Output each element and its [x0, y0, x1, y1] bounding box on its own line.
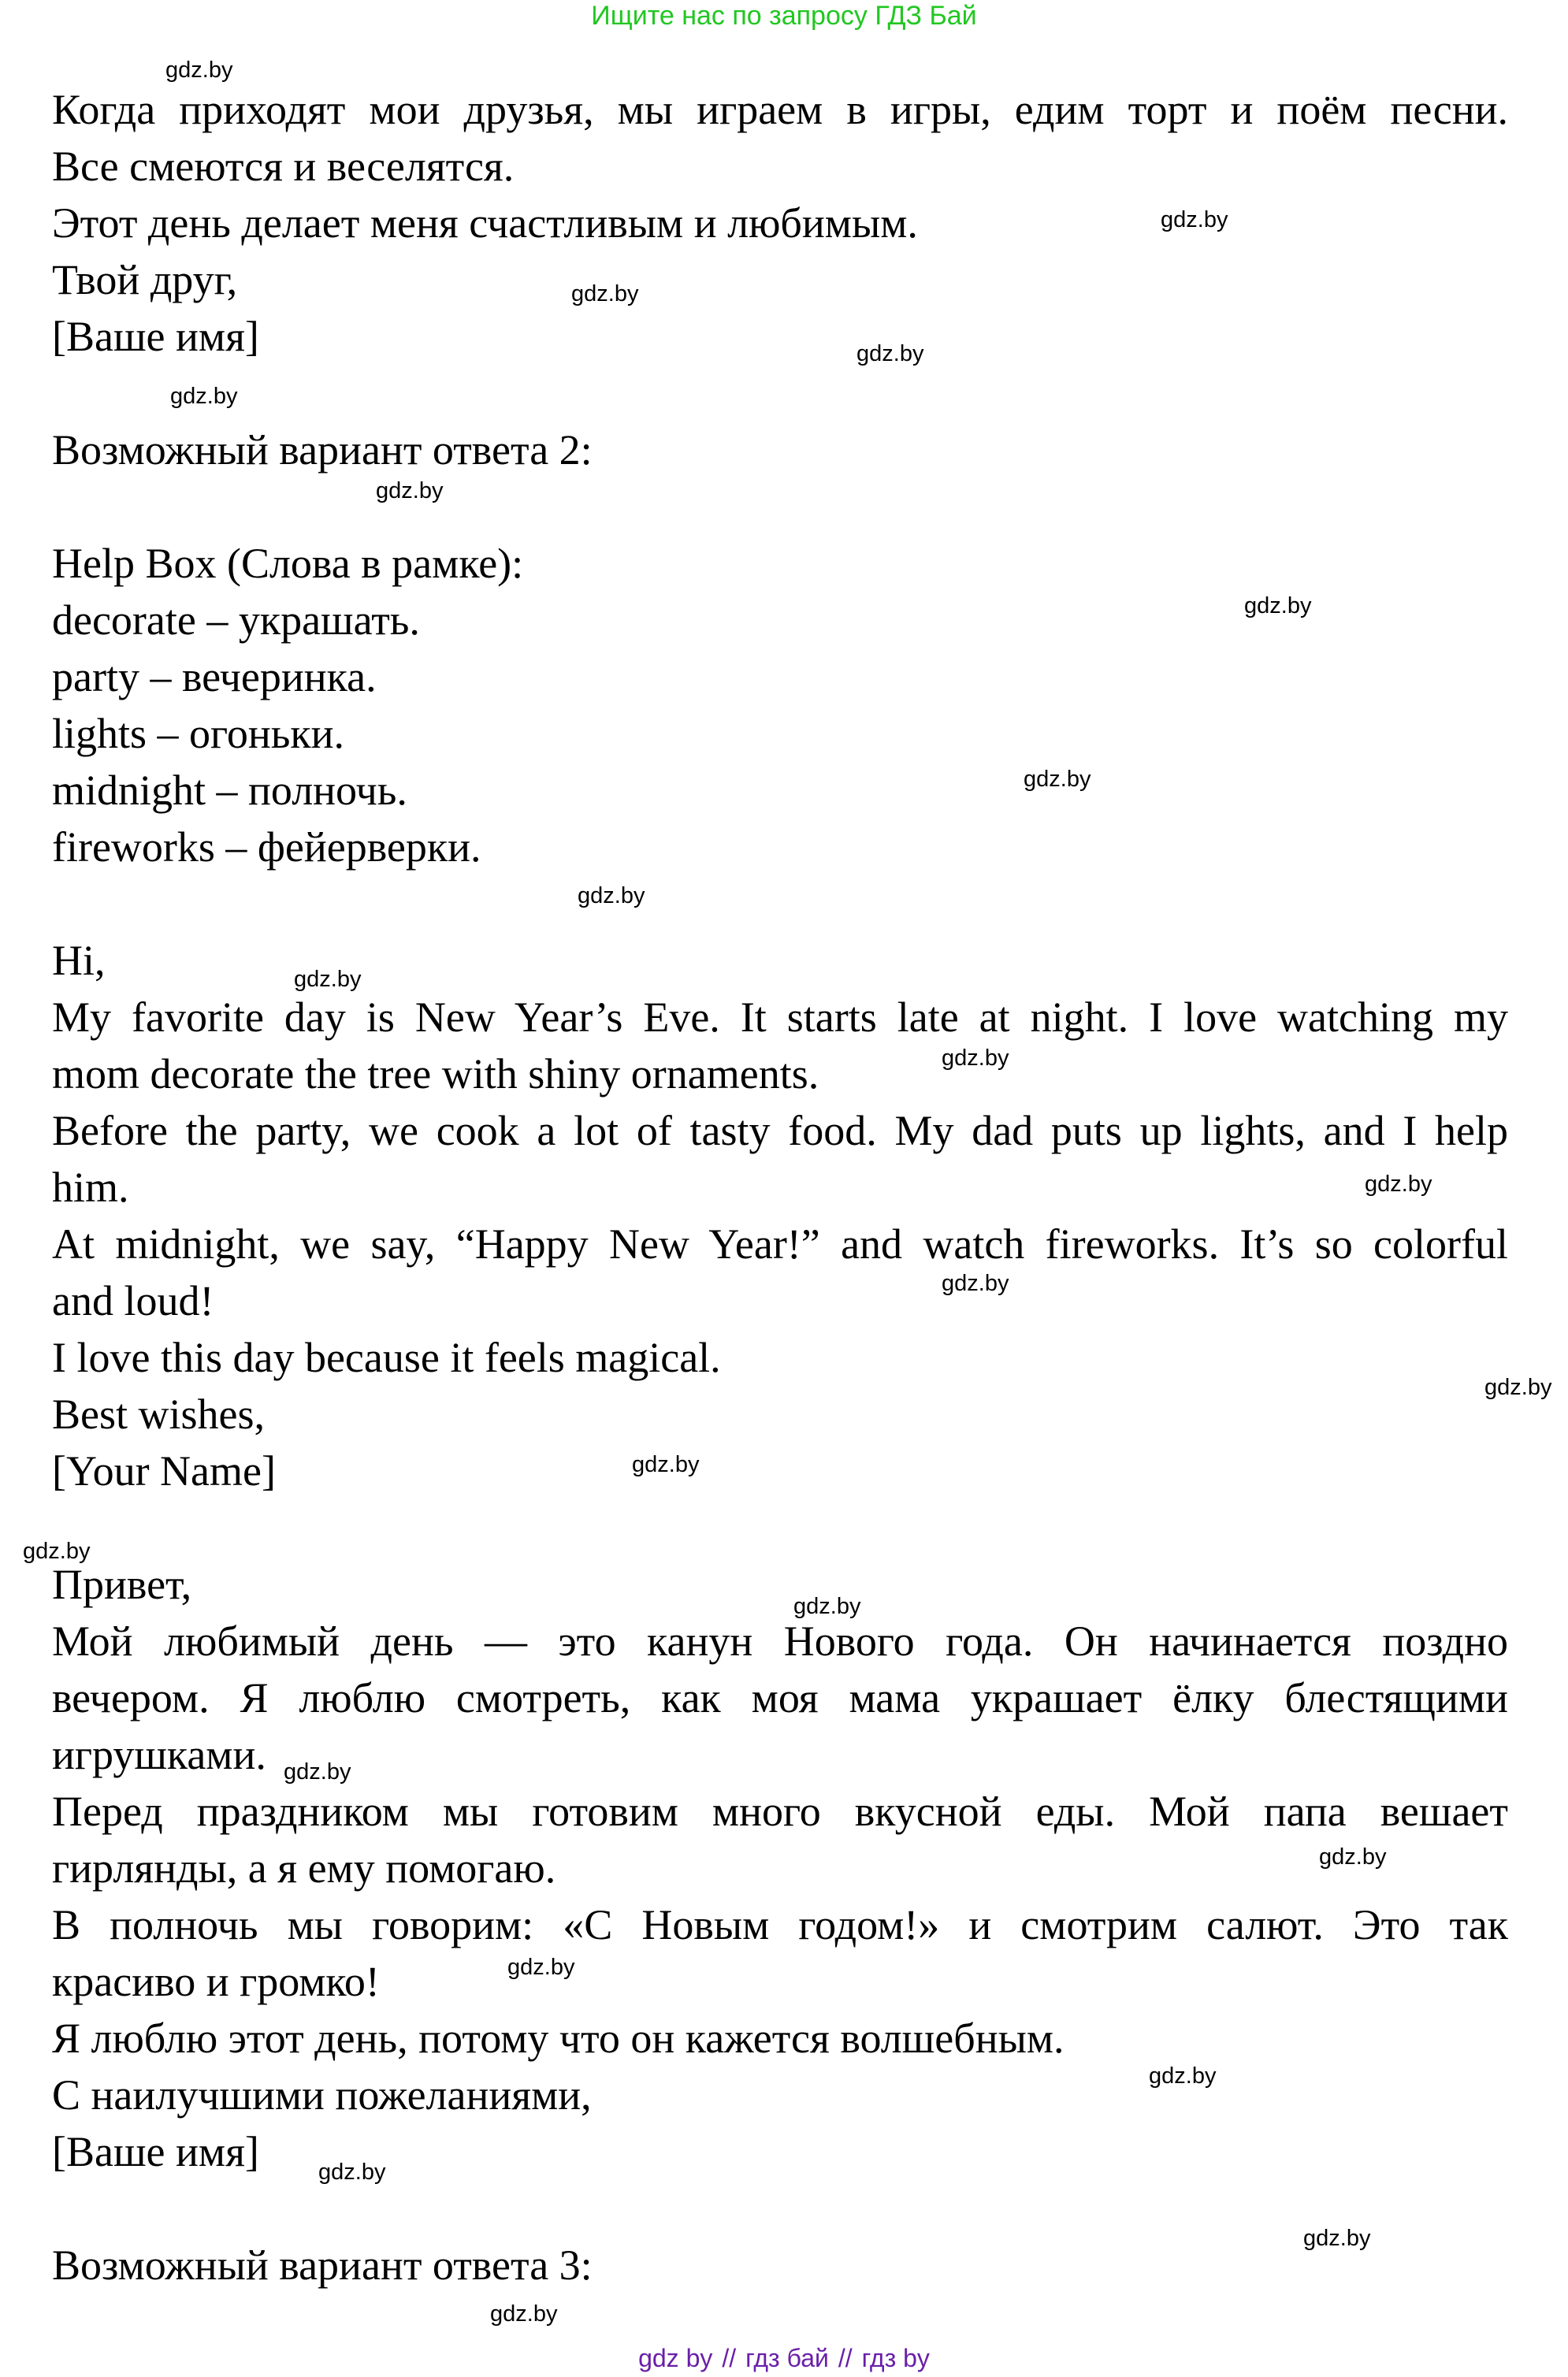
help-box-title: Help Box (Слова в рамке):: [52, 540, 524, 587]
watermark: gdz.by: [318, 2160, 386, 2185]
watermark: gdz.by: [170, 384, 238, 409]
watermark: gdz.by: [1303, 2226, 1371, 2251]
watermark: gdz.by: [571, 281, 639, 306]
letter-en-line: I love this day because it feels magical.: [52, 1334, 721, 1381]
letter-ru-line: Привет,: [52, 1561, 192, 1608]
text-line: [Ваше имя]: [52, 313, 259, 360]
letter-en-line: and loud!: [52, 1277, 214, 1324]
letter-en-line: Hi,: [52, 937, 106, 984]
variant-2-heading: Возможный вариант ответа 2:: [52, 426, 593, 474]
letter-en-line: him.: [52, 1164, 129, 1211]
watermark: gdz.by: [23, 1539, 91, 1564]
help-box-item: lights – огоньки.: [52, 710, 344, 757]
letter-ru-line: Я люблю этот день, потому что он кажется волшебным.: [52, 2015, 1065, 2062]
watermark: gdz.by: [507, 1955, 575, 1980]
footer-separator: //: [722, 2344, 737, 2372]
letter-en-line: mom decorate the tree with shiny ornaments.: [52, 1050, 819, 1098]
letter-en-line: Before the party, we cook a lot of tasty food. My dad puts up lights, and I help: [52, 1107, 1508, 1154]
text-line: Этот день делает меня счастливым и любимым.: [52, 199, 918, 247]
text-line: Все смеются и веселятся.: [52, 143, 515, 190]
watermark: gdz.by: [1024, 767, 1091, 792]
watermark: gdz.by: [284, 1759, 351, 1785]
footer-link-gdz-bai[interactable]: гдз бай: [745, 2344, 829, 2372]
watermark: gdz.by: [1319, 1844, 1387, 1870]
footer-link-gdz-by[interactable]: gdz by: [638, 2344, 713, 2372]
watermark: gdz.by: [1244, 593, 1312, 618]
watermark: gdz.by: [376, 478, 444, 503]
letter-en-line: [Your Name]: [52, 1447, 276, 1495]
letter-ru-line: игрушками.: [52, 1731, 266, 1778]
help-box-item: midnight – полночь.: [52, 767, 407, 814]
letter-ru-line: С наилучшими пожеланиями,: [52, 2071, 592, 2119]
help-box-item: party – вечеринка.: [52, 653, 377, 700]
letter-ru-line: вечером. Я люблю смотреть, как моя мама украшает ёлку блестящими: [52, 1674, 1508, 1721]
variant-3-heading: Возможный вариант ответа 3:: [52, 2241, 593, 2289]
watermark: gdz.by: [578, 883, 645, 908]
letter-ru-line: Перед праздником мы готовим много вкусной еды. Мой папа вешает: [52, 1788, 1508, 1835]
letter-ru-line: В полночь мы говорим: «С Новым годом!» и смотрим салют. Это так: [52, 1901, 1508, 1948]
search-hint-link[interactable]: Ищите нас по запросу ГДЗ Бай: [591, 1, 977, 31]
letter-ru-line: [Ваше имя]: [52, 2128, 259, 2175]
footer-link-gdz-by-ru[interactable]: гдз by: [861, 2344, 930, 2372]
letter-ru-line: красиво и громко!: [52, 1958, 380, 2005]
watermark: gdz.by: [294, 967, 362, 992]
watermark: gdz.by: [942, 1046, 1009, 1071]
letter-en-line: At midnight, we say, “Happy New Year!” and watch fireworks. It’s so colorful: [52, 1220, 1508, 1268]
watermark: gdz.by: [632, 1452, 700, 1477]
help-box-item: decorate – украшать.: [52, 596, 420, 644]
watermark: gdz.by: [490, 2301, 558, 2327]
footer-links: [0, 2342, 1568, 2374]
letter-en-line: My favorite day is New Year’s Eve. It starts late at night. I love watching my: [52, 994, 1508, 1041]
watermark: gdz.by: [1149, 2063, 1217, 2089]
help-box-item: fireworks – фейерверки.: [52, 823, 481, 871]
watermark: gdz.by: [1484, 1375, 1552, 1400]
letter-ru-line: Мой любимый день — это канун Нового года. Он начинается поздно: [52, 1617, 1508, 1665]
watermark: gdz.by: [793, 1594, 861, 1619]
watermark: gdz.by: [856, 341, 924, 366]
watermark: gdz.by: [1161, 207, 1228, 232]
watermark: gdz.by: [1365, 1172, 1432, 1197]
letter-ru-line: гирлянды, а я ему помогаю.: [52, 1844, 556, 1892]
watermark: gdz.by: [942, 1271, 1009, 1296]
footer-separator: //: [838, 2344, 853, 2372]
text-line: Твой друг,: [52, 256, 238, 303]
watermark: gdz.by: [165, 58, 233, 83]
text-line: Когда приходят мои друзья, мы играем в игры, едим торт и поём песни.: [52, 86, 1508, 133]
letter-en-line: Best wishes,: [52, 1391, 265, 1438]
